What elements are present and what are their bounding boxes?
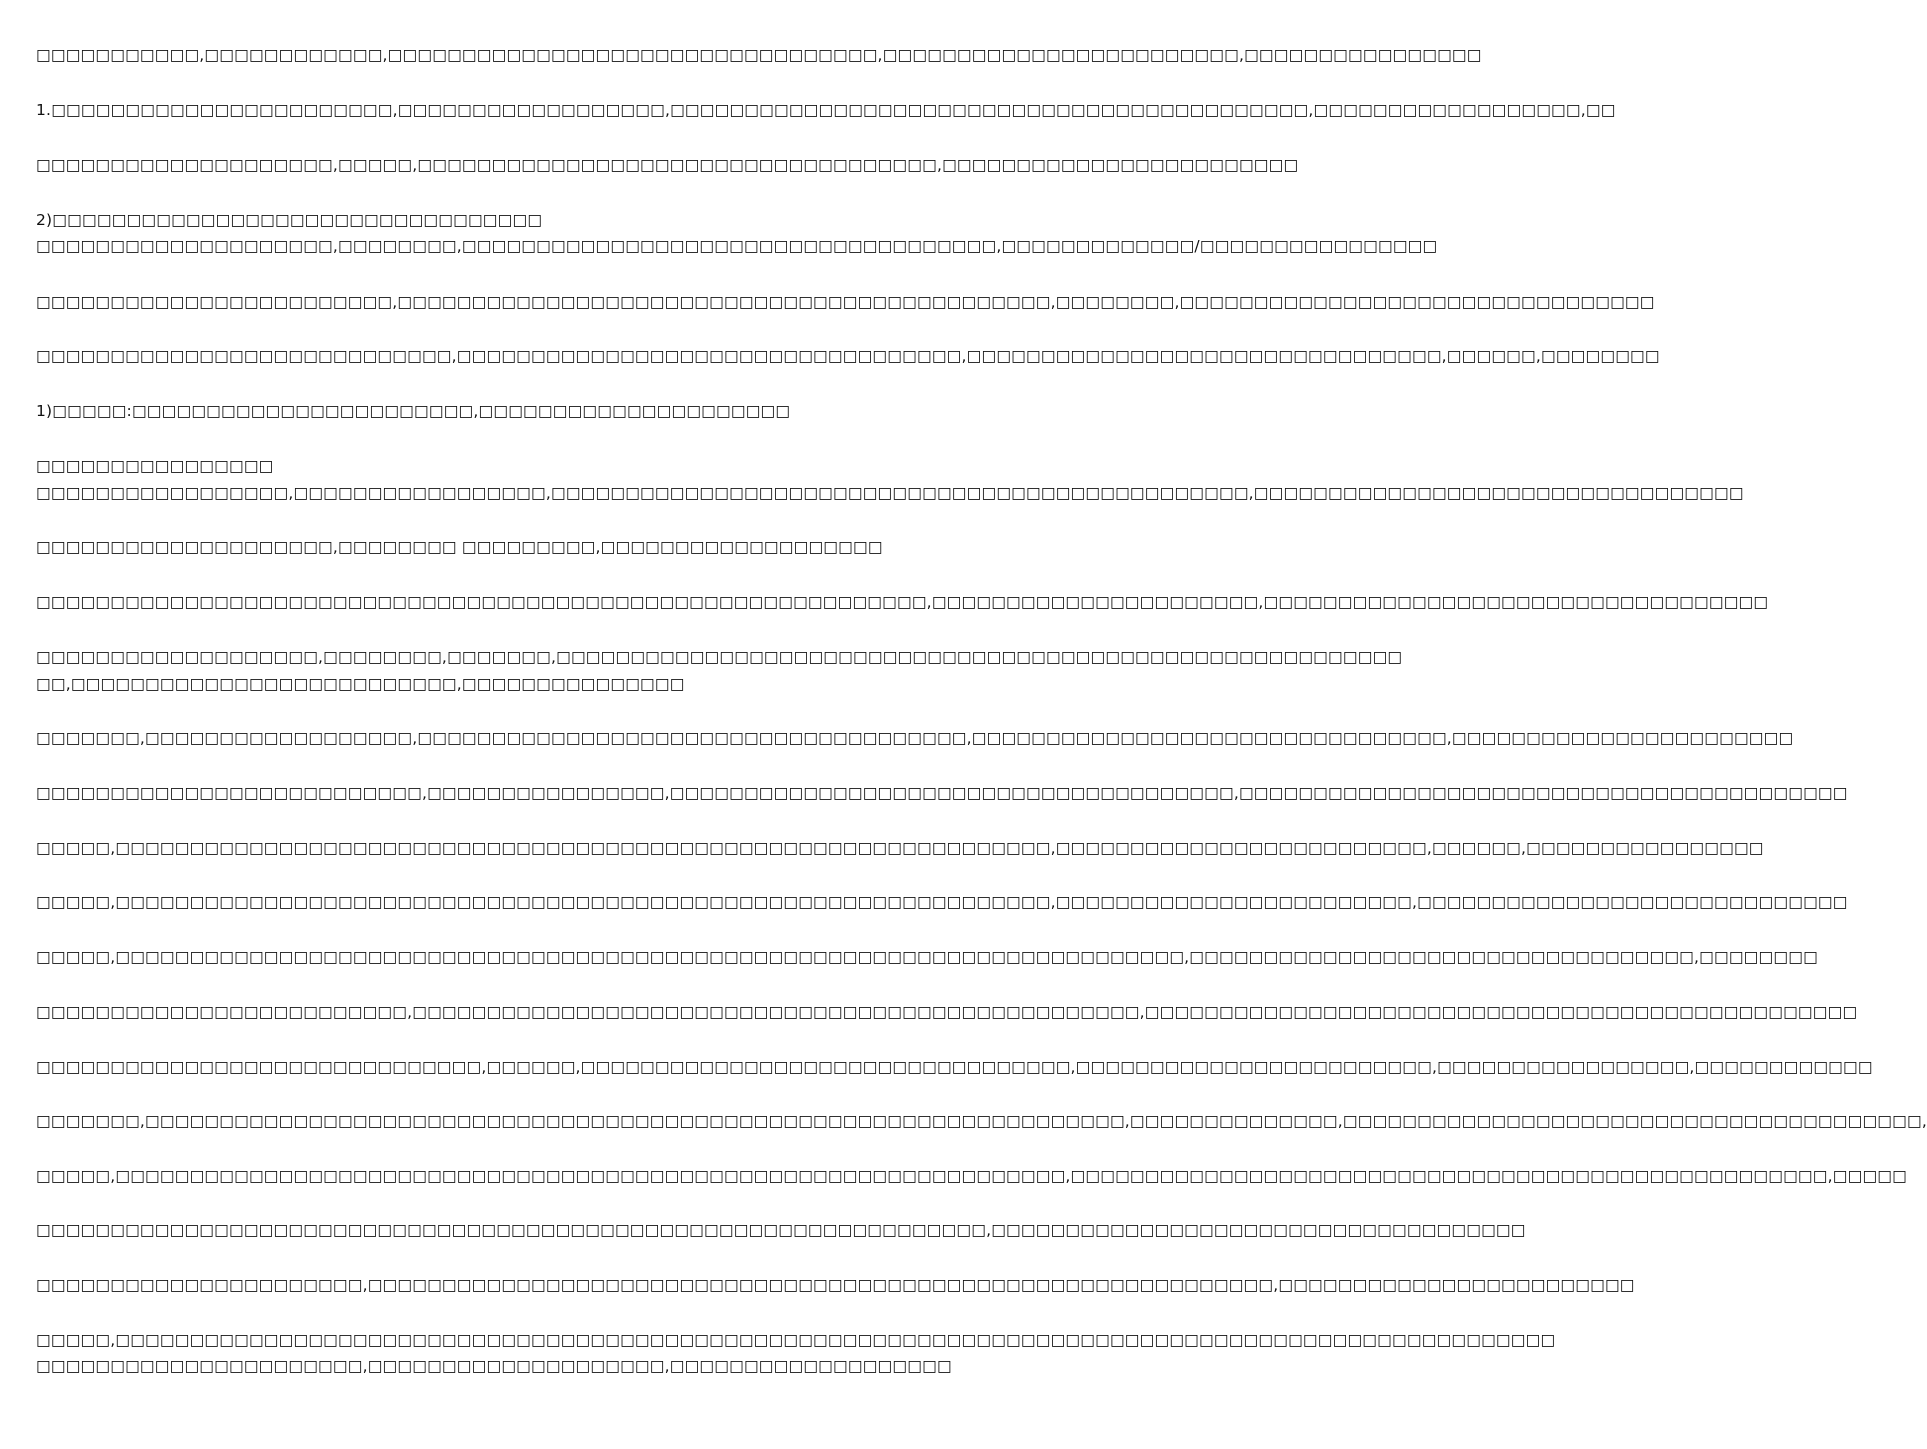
text-line: □□□□□□□□□□□□□□□□□□□□□□,□□□□□□□□□□□□□□□□□□□□□□□□□□□□□□□□□□□□□□□□□□□□□□□□□□□□□□□□□□□□□,□□□□□□□□□□□□□□□□□□□□□□□□ [36,1276,1635,1294]
text-line: □□□□□□□□□□□□□□□□□□□□,□□□□□,□□□□□□□□□□□□□□□□□□□□□□□□□□□□□□□□□□□,□□□□□□□□□□□□□□□□□□□□□□□□ [36,156,1299,174]
text-line: □□□□□□□□□□□□□□□□□□□□,□□□□□□□□,□□□□□□□□□□□□□□□□□□□□□□□□□□□□□□□□□□□□,□□□□□□□□□□□□□/□□□□□□□□□□□□□□□□ [36,237,1438,255]
text-line: □□□□□,□□□□□□□□□□□□□□□□□□□□□□□□□□□□□□□□□□□□□□□□□□□□□□□□□□□□□□□□□□□□□□□,□□□□□□□□□□□□□□□□□□□□□□□□,□□□□□□□□□□□□□□□□□□□□□□□□□□□□□ [36,893,1848,911]
text-line: □□□□□□□□□□□□□□□□□□□□□□□□□□□□□□□□□□□□□□□□□□□□□□□□□□□□□□□□□□□□□□□□,□□□□□□□□□□□□□□□□□□□□□□□□□□□□□□□□□□□□ [36,1221,1526,1239]
text-line: □□□□□□□□□□□□□□□□□□□□□□□□□□□□□□,□□□□□□,□□□□□□□□□□□□□□□□□□□□□□□□□□□□□□□□□,□□□□□□□□□□□□□□□□□□□□□□□□,□□□□□□□□□□□□□□□□□,□□□□□□□□□□□□ [36,1058,1873,1076]
text-line: □□□□□□□□□□□,□□□□□□□□□□□□,□□□□□□□□□□□□□□□□□□□□□□□□□□□□□□□□□,□□□□□□□□□□□□□□□□□□□□□□□□,□□□□□□□□□□□□□□□□ [36,46,1482,64]
text-line: □□□□□□□□□□□□□□□□□,□□□□□□□□□□□□□□□□□,□□□□□□□□□□□□□□□□□□□□□□□□□□□□□□□□□□□□□□□□□□□□□□□,□□□□□□□□□□□□□□□□□□□□□□□□□□□□□□□□□ [36,484,1744,502]
text-line: □□,□□□□□□□□□□□□□□□□□□□□□□□□□□,□□□□□□□□□□□□□□□ [36,675,685,693]
text-line: □□□□□□□□□□□□□□□□□□□□,□□□□□□□□ □□□□□□□□□,□□□□□□□□□□□□□□□□□□□ [36,538,883,556]
text-line: □□□□□□□□□□□□□□□□□□□□□□□□,□□□□□□□□□□□□□□□□□□□□□□□□□□□□□□□□□□□□□□□□□□□□,□□□□□□□□,□□□□□□□□□□□□□□□□□□□□□□□□□□□□□□□□ [36,293,1655,311]
text-line: □□□□□,□□□□□□□□□□□□□□□□□□□□□□□□□□□□□□□□□□□□□□□□□□□□□□□□□□□□□□□□□□□□□□□□,□□□□□□□□□□□□□□□□□□□□□□□□□□□□□□□□□□□□□□□□□□□□□□□□□□□,□□□□□ [36,1167,1907,1185]
text-line: □□□□□□□□□□□□□□□□□□□□□□□□□□,□□□□□□□□□□□□□□□□,□□□□□□□□□□□□□□□□□□□□□□□□□□□□□□□□□□□□□□,□□□□□□□□□□□□□□□□□□□□□□□□□□□□□□□□□□□□□□□□□ [36,784,1848,802]
text-line: □□□□□,□□□□□□□□□□□□□□□□□□□□□□□□□□□□□□□□□□□□□□□□□□□□□□□□□□□□□□□□□□□□□□□,□□□□□□□□□□□□□□□□□□□□□□□□□,□□□□□□,□□□□□□□□□□□□□□□□ [36,839,1764,857]
section-heading: □□□□□□□□□□□□□□□□ [36,457,274,475]
text-line: □□□□□□□,□□□□□□□□□□□□□□□□□□,□□□□□□□□□□□□□□□□□□□□□□□□□□□□□□□□□□□□□,□□□□□□□□□□□□□□□□□□□□□□□□□□□□□□□□,□□□□□□□□□□□□□□□□□□□□□□□ [36,729,1794,747]
text-line: □□□□□□□□□□□□□□□□□□□□□□□□□□□□,□□□□□□□□□□□□□□□□□□□□□□□□□□□□□□□□□□,□□□□□□□□□□□□□□□□□□□□□□□□□□□□□□□□,□□□□□□,□□□□□□□□ [36,347,1660,365]
text-line: □□□□□,□□□□□□□□□□□□□□□□□□□□□□□□□□□□□□□□□□□□□□□□□□□□□□□□□□□□□□□□□□□□□□□□□□□□□□□□,□□□□□□□□□□□□□□□□□□□□□□□□□□□□□□□□□□,□□□□□□□□ [36,948,1818,966]
text-line: □□□□□□□□□□□□□□□□□□□,□□□□□□□□,□□□□□□□,□□□□□□□□□□□□□□□□□□□□□□□□□□□□□□□□□□□□□□□□□□□□□□□□□□□□□□□□□ [36,648,1403,666]
text-line: □□□□□,□□□□□□□□□□□□□□□□□□□□□□□□□□□□□□□□□□□□□□□□□□□□□□□□□□□□□□□□□□□□□□□□□□□□□□□□□□□□□□□□□□□□□□□□□□□□□□□□□ [36,1331,1556,1349]
section-heading: 1)□□□□□:□□□□□□□□□□□□□□□□□□□□□□□,□□□□□□□□□□□□□□□□□□□□□ [36,402,791,420]
document-page [36,0,1927,1449]
text-line: □□□□□□□□□□□□□□□□□□□□□□□□□□□□□□□□□□□□□□□□□□□□□□□□□□□□□□□□□□□□,□□□□□□□□□□□□□□□□□□□□□□,□□□□□□□□□□□□□□□□□□□□□□□□□□□□□□□□□□ [36,593,1769,611]
text-line: □□□□□□□□□□□□□□□□□□□□□□,□□□□□□□□□□□□□□□□□□□□,□□□□□□□□□□□□□□□□□□□ [36,1357,952,1375]
text-line: 1.□□□□□□□□□□□□□□□□□□□□□□□,□□□□□□□□□□□□□□□□□□,□□□□□□□□□□□□□□□□□□□□□□□□□□□□□□□□□□□□□□□□□□□,□□□□□□□□□□□□□□□□□□,□□ [36,101,1616,119]
text-line: □□□□□□□□□□□□□□□□□□□□□□□□□,□□□□□□□□□□□□□□□□□□□□□□□□□□□□□□□□□□□□□□□□□□□□□□□□□,□□□□□□□□□□□□□□□□□□□□□□□□□□□□□□□□□□□□□□□□□□□□□□□□ [36,1003,1858,1021]
section-heading: 2)□□□□□□□□□□□□□□□□□□□□□□□□□□□□□□□□□ [36,211,543,229]
text-line: □□□□□□□,□□□□□□□□□□□□□□□□□□□□□□□□□□□□□□□□□□□□□□□□□□□□□□□□□□□□□□□□□□□□□□□□□□,□□□□□□□□□□□□□□,□□□□□□□□□□□□□□□□□□□□□□□□□□□□□□□□□□□□□□□, [36,1112,1927,1130]
